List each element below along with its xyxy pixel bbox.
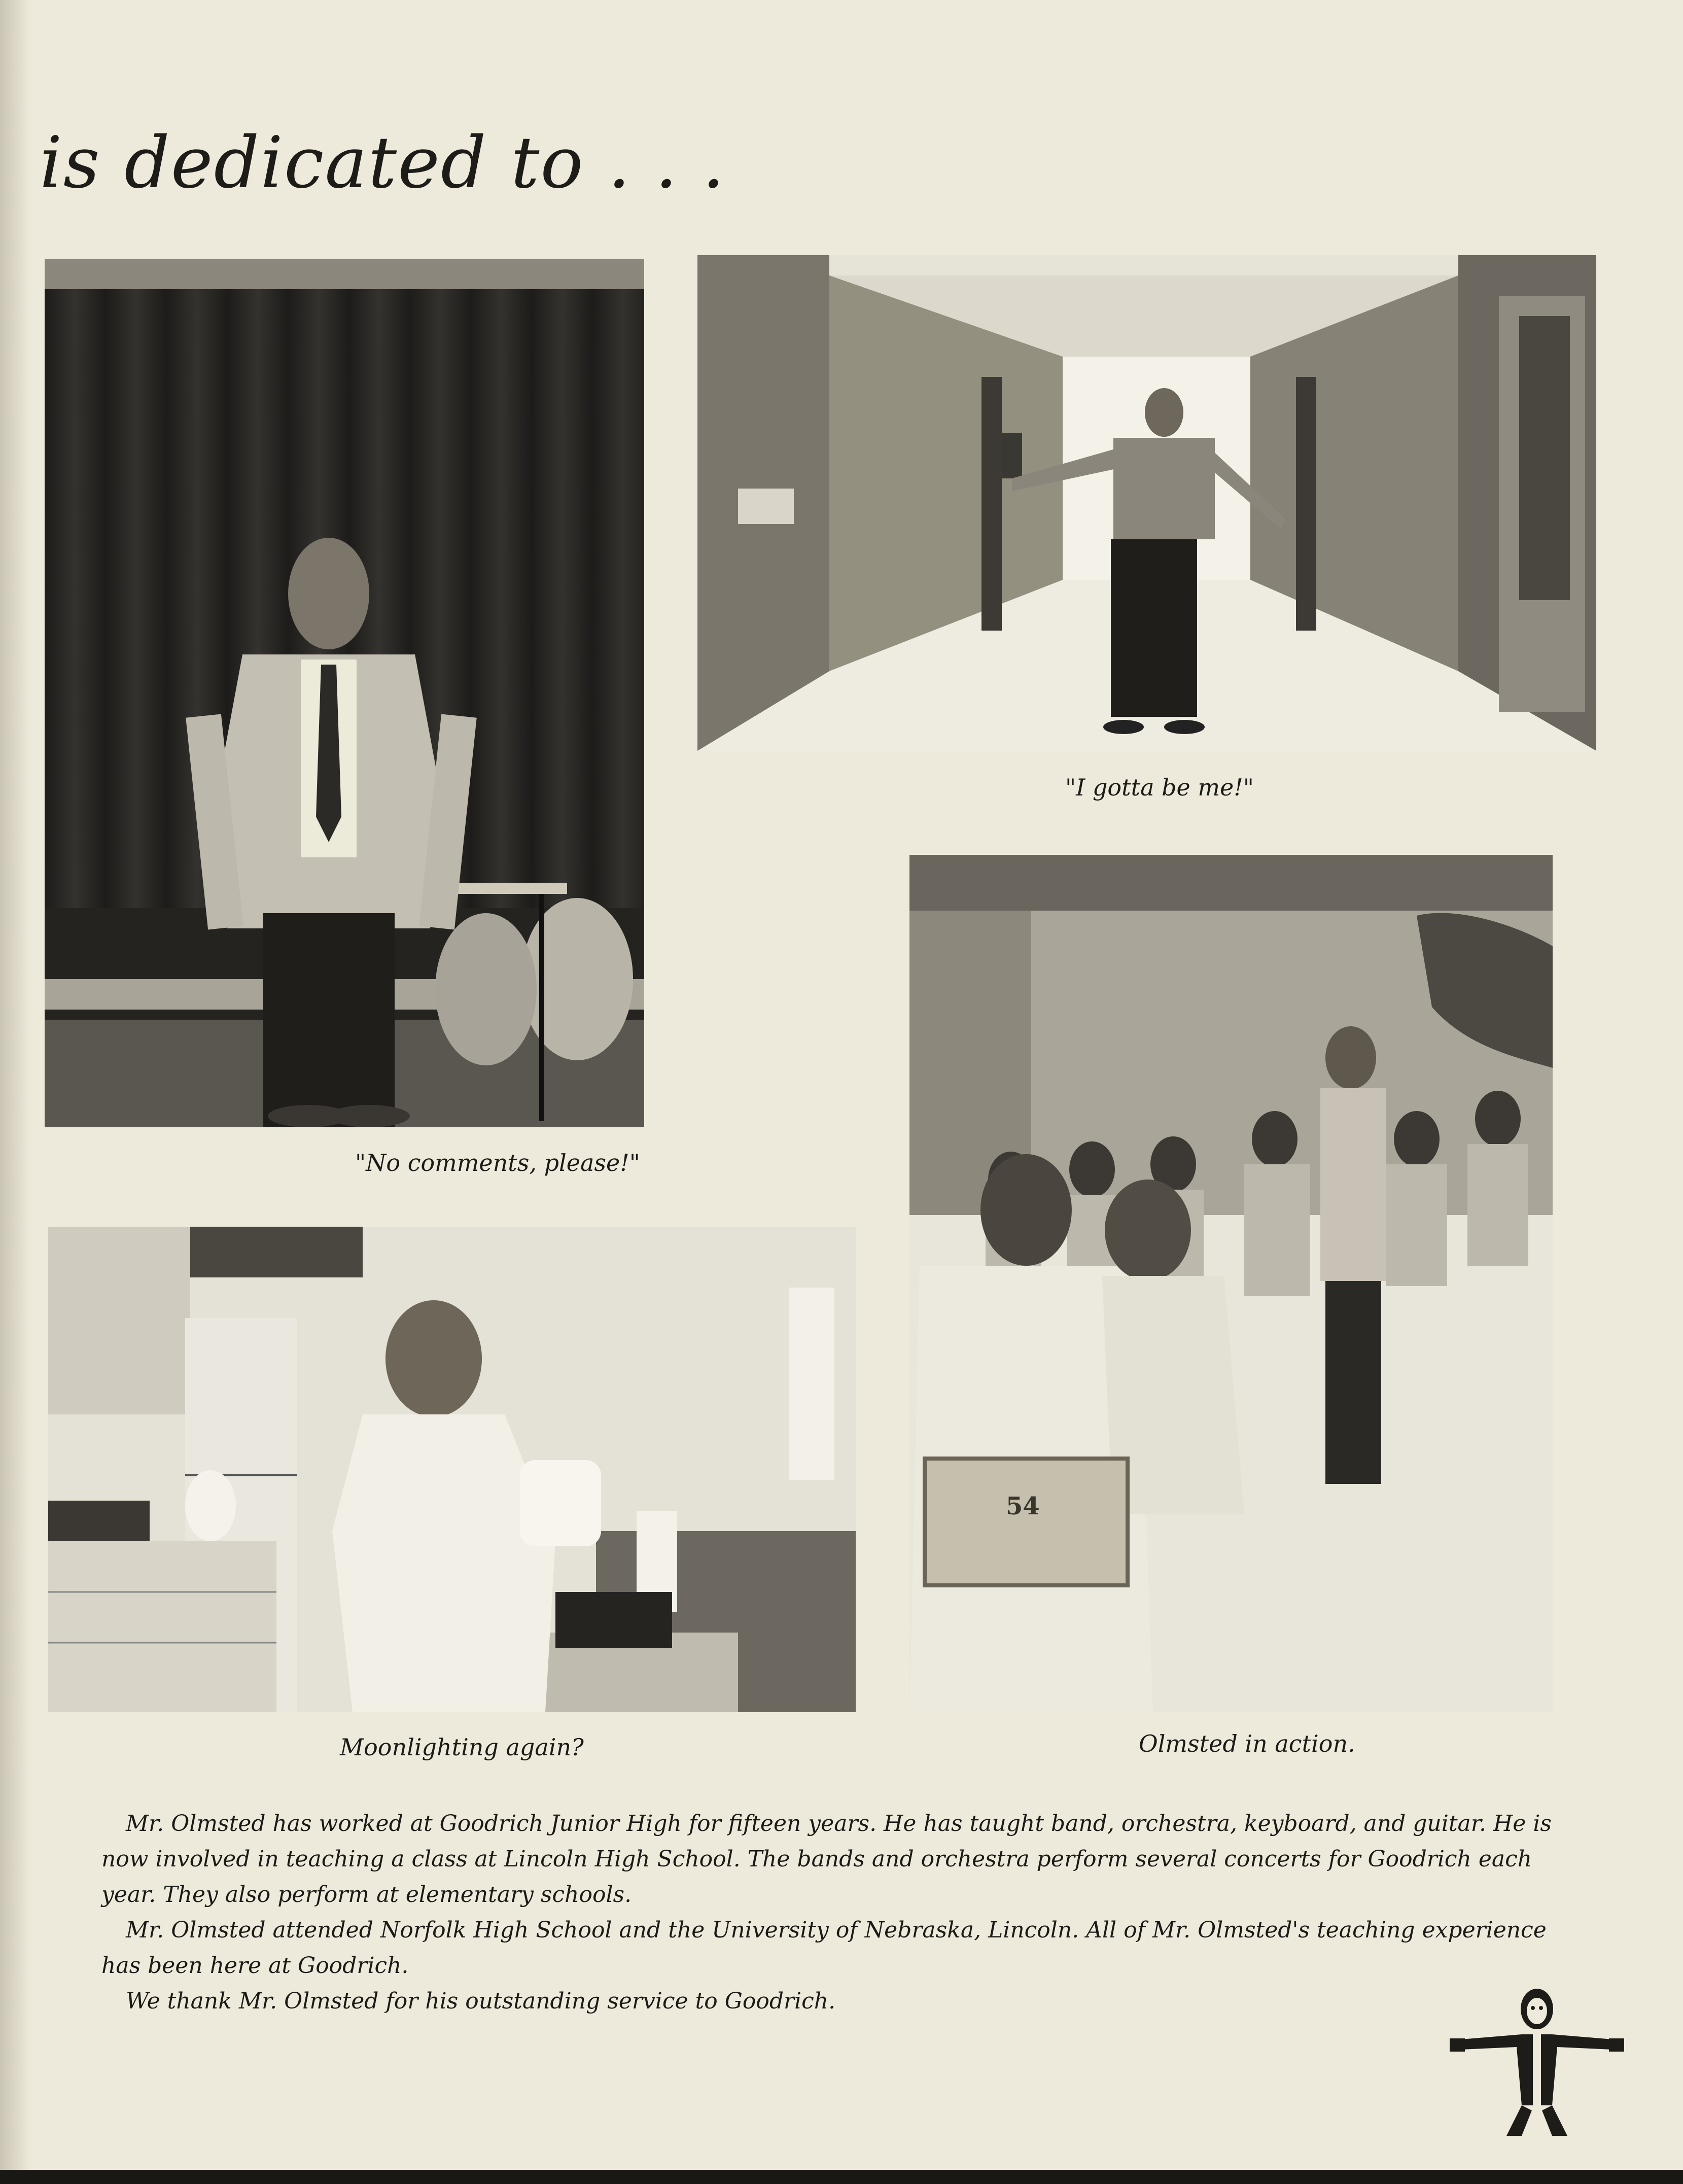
page-gutter-shadow xyxy=(0,0,30,2184)
body-paragraph-2: Mr. Olmsted attended Norfolk High School and the University of Nebraska, Lincoln. All of Mr. Olmsted's teaching experience has been here at Goodrich. xyxy=(101,1917,1547,1979)
band-caption: Olmsted in action. xyxy=(1139,1730,1355,1757)
portrait-photo-illustration xyxy=(45,259,644,1127)
hallway-caption: "I gotta be me!" xyxy=(1065,774,1254,801)
body-paragraph-1: Mr. Olmsted has worked at Goodrich Junior High for fifteen years. He has taught band, orchestra, keyboard, and guitar. He is now involved in teaching a class at Lincoln High School. The bands and orchestra perform several concerts for Goodrich each year. They also perform at elementary schools. xyxy=(101,1811,1552,1908)
page-bottom-edge xyxy=(0,2170,1683,2184)
photo-portrait xyxy=(45,259,644,1127)
photo-kitchen xyxy=(48,1227,856,1712)
hallway-photo-illustration xyxy=(697,255,1596,751)
body-paragraph-3: We thank Mr. Olmsted for his outstanding service to Goodrich. xyxy=(126,1988,836,2014)
photo-band xyxy=(909,855,1553,1712)
dedication-body-text xyxy=(101,1806,1552,2019)
portrait-caption: "No comments, please!" xyxy=(355,1149,640,1176)
conductor-mascot-icon xyxy=(1446,1979,1628,2141)
kitchen-photo-illustration xyxy=(48,1227,856,1712)
kitchen-caption: Moonlighting again? xyxy=(340,1734,584,1761)
photo-hallway xyxy=(697,255,1596,751)
chair-number-label: 54 xyxy=(1006,1492,1040,1520)
band-photo-illustration xyxy=(909,855,1553,1712)
page-headline: is dedicated to . . . xyxy=(40,122,726,204)
